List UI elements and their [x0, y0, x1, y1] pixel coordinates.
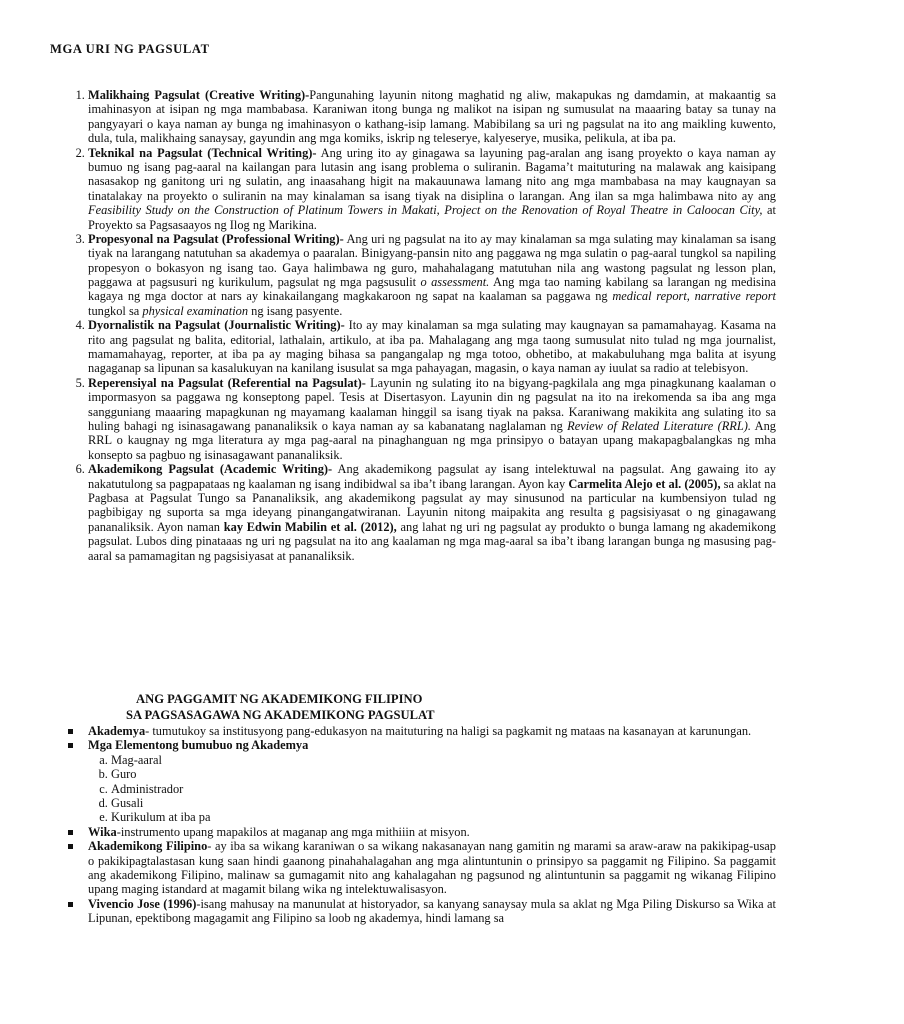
item-text: Ito ay may kinalaman sa mga sulating may kaugnayan sa pamamahayag. Kasama na rito ang pagsulat ng balita, editorial, lathalain, artikulo, at iba pa. Mahalagang ang mga taong sumusulat nito tulad ng mga journalist, mamamahayag, reporter, at iba pa ay maging bihasa sa pangangalap ng mga totoo, obhetibo, at makabuluhang mga balita at isyung nagaganap sa lipunan sa kasalukuyan na kanilang isusulat sa mga pahayagan, magasin, o kaya naman ay iuulat sa radio at telebisyon.	[88, 318, 776, 376]
item-text: Ang uring ito ay ginagawa sa layuning pag-aralan ang isang proyekto o kaya naman ay bumuo ng isang pag-aaral na kailangan para lutasin ang isang problema o suliranin. Bagama’t maituturing na malawak ang kaisipang nasasakop ng ganitong uri ng sulatin, ang inaasahang higit na makauunawa lamang nito ang mga mambabasa na may kaugnayan sa tinatalakay na proyekto o suliranin na may kinalaman sa isang tiyak na disiplina o larangan. Ang ilan sa mga halimbawa nito ay ang	[88, 145, 776, 203]
item-text-2: sa aklat na Pagbasa at Pagsulat Tungo sa Pananaliksik, ang akademikong pagsulat ay may sinusunod na particular na kumbensiyon tulad ng pagbibigay ng suporta sa mga ideyang pinangangatwiranan. Layunin nitong maipakita ang resulta g pagsisiyasat o ng ginagawang pananaliksik. Ayon naman	[88, 476, 777, 534]
sublist-item: a. Mag-aaral	[111, 753, 776, 767]
bullet-elements	[88, 738, 776, 824]
item-tail: at Proyekto sa Pagsasaayos ng Ilog ng Marikina.	[88, 203, 776, 232]
item-bold-2: kay Edwin Mabilin et al. (2012),	[223, 519, 397, 534]
bullet-term: Akademikong Filipino	[88, 839, 208, 854]
item-term: Malikhaing Pagsulat (Creative Writing)-	[88, 88, 310, 102]
item-tail: Ang RRL o kaugnay ng mga literatura ay mga pag-aaral na pinaghanguan ng mga prinsipyo o batayan upang makapagbalangkas ng mha konsepto sa pagbuo ng isinasagawant pananaliksik.	[88, 418, 776, 462]
section-heading-line-2: SA PAGSASAGAWA NG AKADEMIKONG PAGSULAT	[126, 708, 435, 722]
item-term: Akademikong Pagsulat (Academic Writing)-	[88, 462, 333, 477]
item-text: Pangunahing layunin nitong maghatid ng aliw, makapukas ng damdamin, at makaantig sa imahinasyon at isipan ng mga mambabasa. Karaniwan itong bunga ng malikot na isipan ng sumusulat na maaaring batay sa tunay na pangyayari o kaya naman ay bunga ng imahinasyon o kathang-isip lamang. Mabibilang sa uri ng pagsulat na ito ang maikling kuwento, dula, tula, malikhaing sanaysay, gayundin ang mga komiks, iskrip ng teleserye, kalyeserye, musika, pelikula, at iba pa.	[88, 88, 776, 146]
sublist-item: e. Kurikulum at iba pa	[111, 810, 776, 824]
item-italic: o assessment.	[420, 275, 490, 290]
item-italic-3: physical examination	[142, 303, 249, 318]
bullet-term: Akademya	[88, 724, 146, 738]
list-item-academic	[88, 462, 776, 563]
item-term: Propesyonal na Pagsulat (Professional Writing)-	[88, 231, 344, 246]
item-text: Layunin ng sulating ito na bigyang-pagkilala ang mga pinagkunang kaalaman o impormasyon sa paggawa ng konseptong papel. Tesis at Disertasyon. Layunin din ng pagsulat na ito na irekomenda sa iba ang mga sangguniang maaaring mapagkunan ng mayamang kaalaman hinggil sa isang tiyak na paksa. Karaniwang makikita ang sulating ito sa huling bahagi ng isinasagawang pananaliksik o kaya naman ay sa kabanatang naglalaman ng	[88, 375, 776, 433]
item-term: Dyornalistik na Pagsulat (Journalistic Writing)-	[88, 318, 345, 333]
bullet-vivencio-jose	[88, 897, 776, 926]
item-term: Teknikal na Pagsulat (Technical Writing)-	[88, 145, 317, 160]
sublist-item: c. Administrador	[111, 782, 776, 796]
bullet-text: -isang mahusay na manunulat at historyador, sa kanyang sanaysay mula sa aklat ng Mga Piling Diskurso sa Wika at Lipunan, epektibong magagamit ang Filipino sa loob ng akademya, hindi lamang sa	[88, 896, 776, 926]
writing-types-list	[34, 88, 776, 563]
item-text-3: tungkol sa	[88, 303, 143, 318]
item-tail: ng isang pasyente.	[248, 303, 343, 318]
bullet-list	[34, 724, 776, 925]
bullet-wika	[88, 825, 776, 839]
item-tail: ang lahat ng uri ng pagsulat ay produkto o bunga lamang ng akademikong pagsulat. Lubos ding pinataaas ng uri ng pagsulat na ito ang kaalaman ng mga mag-aaral sa iba’t ibang larangan bunga ng masusing pag-aaral sa pamamagitan ng pagsisiyasat at pananaliksik.	[88, 519, 776, 563]
item-italic: Review of Related Literature (RRL).	[567, 418, 751, 433]
bullet-akademya	[88, 724, 776, 738]
item-bold: Carmelita Alejo et al. (2005),	[568, 476, 721, 491]
elements-sublist	[88, 753, 776, 825]
list-item-professional	[88, 232, 776, 318]
bullet-term: Vivencio Jose (1996)	[88, 896, 197, 911]
item-italic: Feasibility Study on the Construction of Platinum Towers in Makati, Project on the Renovation of Royal Theatre in Caloocan City,	[88, 203, 763, 218]
item-text: Ang uri ng pagsulat na ito ay may kinalaman sa mga sulating may kinalaman sa isang tiyak na larangang natutuhan sa akademya o paaralan. Binigyang-pansin nito ang paggawa ng mga sulatin o pag-aaral tungkol sa napiling propesyon o bokasyon ng isang tao. Gaya halimbawa ng guro, mahahalagang matutuhan nila ang wastong pagsulat ng lesson plan, paggawa at pagsusuri ng kurikulum, pagsulat ng mga pagsusulit	[88, 231, 776, 290]
bullet-akademikong-filipino	[88, 839, 776, 897]
bullet-text: -instrumento upang mapakilos at maganap ang mga mithiiin at misyon.	[116, 824, 470, 839]
section-heading-line-1: ANG PAGGAMIT NG AKADEMIKONG FILIPINO	[136, 692, 423, 706]
bullet-term: Wika	[88, 824, 117, 839]
item-italic-2: medical report, narrative report	[612, 289, 776, 304]
page-title: MGA URI NG PAGSULAT	[50, 42, 210, 56]
item-term: Reperensiyal na Pagsulat (Referential na Pagsulat)-	[88, 375, 366, 390]
list-item-referential	[88, 376, 776, 462]
sublist-item: b. Guro	[111, 767, 776, 781]
bullet-text: - ay iba sa wikang karaniwan o sa wikang nakasanayan nang gamitin ng marami sa araw-araw na pakikipag-usap o pakikipagtalastasan kung saan hindi gaanong pinahahalagahan ang mga alintuntunin o prinsipyo sa paggamit ng Filipino. Sa paggamit ang akademikong Filipino, malinaw sa gumagamit nito ang kahalagahan ng pagsunod ng alintuntunin sa paggamit ng wikanag Filipino upang maging istandard at magamit bilang wika ng intelektuwalisasyon.	[88, 839, 776, 897]
item-text-2: Ang mga tao naming kabilang sa larangan ng medisina kagaya ng mga doctor at nars ay kinakailangang magkakaroon ng sapat na kaalaman sa paggawa ng	[88, 275, 777, 304]
bullet-text: - tumutukoy sa institusyong pang-edukasyon na maituturing na haligi sa pagkamit ng mataas na kasanayan at karunungan.	[145, 724, 752, 738]
bullet-term: Mga Elementong bumubuo ng Akademya	[88, 738, 309, 753]
sublist-item: d. Gusali	[111, 796, 776, 810]
list-item-journalistic	[88, 318, 776, 376]
list-item-creative	[88, 88, 776, 146]
item-text: Ang akademikong pagsulat ay isang intelektuwal na pagsulat. Ang gawaing ito ay nakatutulong sa pagpapataas ng kaalaman ng isang indibidwal sa iba’t ibang larangan. Ayon kay	[88, 462, 776, 491]
list-item-technical	[88, 146, 776, 232]
